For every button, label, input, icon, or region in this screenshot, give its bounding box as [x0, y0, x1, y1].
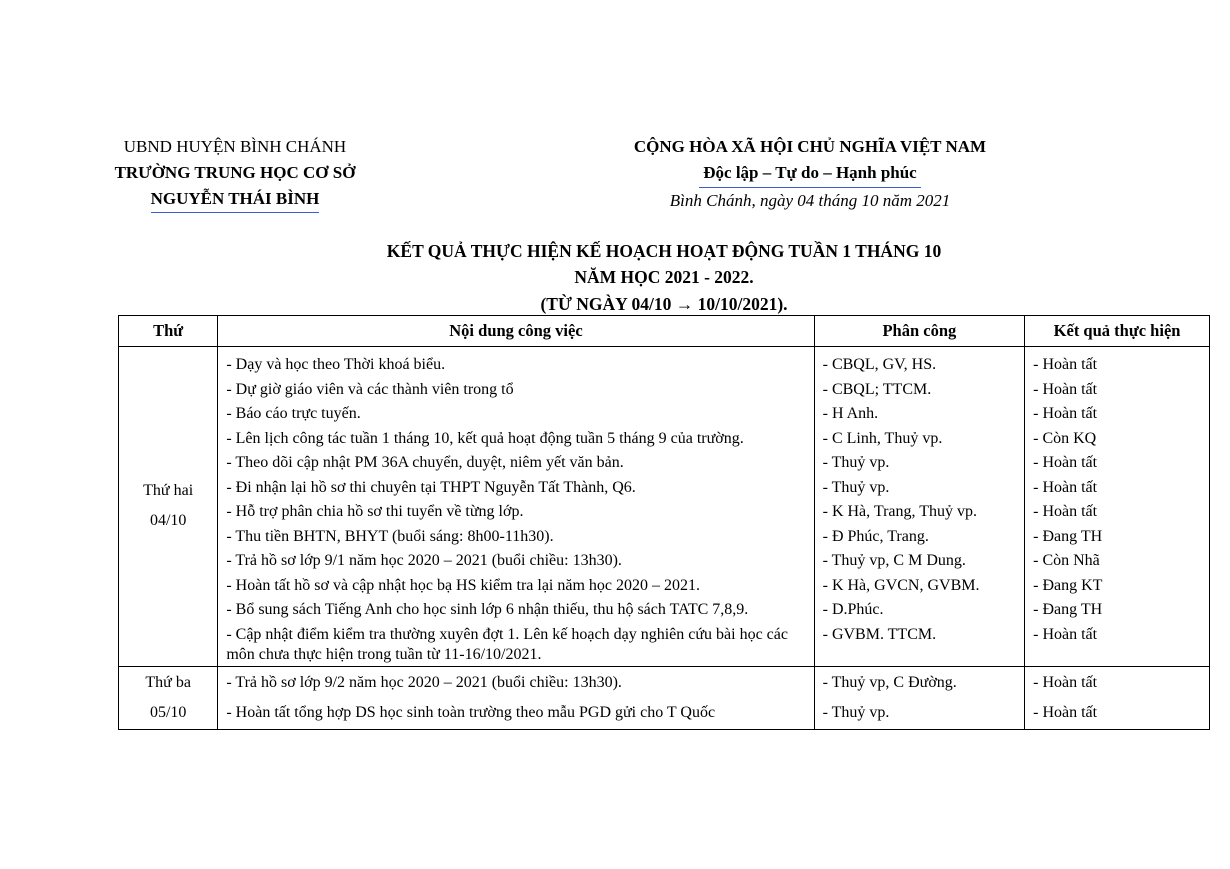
task-item: - Đi nhận lại hồ sơ thi chuyên tại THPT Nguyễn Tất Thành, Q6.: [226, 478, 636, 496]
school-name-underline: [151, 212, 319, 213]
assignee-item: - Thuỷ vp.: [822, 478, 890, 496]
result-item: - Còn KQ: [1033, 429, 1097, 447]
column-header-result: Kết quả thực hiện: [1025, 316, 1210, 347]
result-item: - Hoàn tất: [1033, 673, 1098, 691]
task-item: - Hoàn tất tổng hợp DS học sinh toàn trường theo mẫu PGD gửi cho T Quốc: [226, 703, 716, 721]
task-item: - Lên lịch công tác tuần 1 tháng 10, kết quả hoạt động tuần 5 tháng 9 của trường.: [226, 429, 744, 447]
result-item: - Hoàn tất: [1033, 380, 1098, 398]
task-item: - Dạy và học theo Thời khoá biểu.: [226, 356, 446, 373]
day-name: Thứ hai: [143, 482, 194, 500]
result-item: - Hoàn tất: [1033, 703, 1098, 721]
district-name: UBND HUYỆN BÌNH CHÁNH: [123, 137, 347, 156]
task-item: - Trả hồ sơ lớp 9/1 năm học 2020 – 2021 (buổi chiều: 13h30).: [226, 552, 622, 569]
school-name: NGUYỄN THÁI BÌNH: [150, 189, 320, 208]
report-title: KẾT QUẢ THỰC HIỆN KẾ HOẠCH HOẠT ĐỘNG TUẦN 1 THÁNG 10: [386, 241, 942, 261]
activity-table: [118, 315, 1210, 730]
school-header: [90, 134, 380, 213]
assignee-item: - Thuỷ vp, C M Dung.: [822, 552, 966, 569]
tasks-cell: [218, 347, 814, 667]
day-cell: [119, 347, 218, 667]
result-item: - Hoàn tất: [1033, 405, 1098, 422]
assignee-item: - H Anh.: [822, 405, 879, 422]
national-title: CỘNG HÒA XÃ HỘI CHỦ NGHĨA VIỆT NAM: [633, 137, 987, 156]
day-name: Thứ ba: [145, 673, 191, 691]
result-item: - Đang TH: [1033, 527, 1103, 545]
result-item: - Hoàn tất: [1033, 503, 1098, 520]
national-header: [580, 134, 1040, 214]
column-header-tasks: Nội dung công việc: [218, 316, 814, 347]
task-item: - Hoàn tất hồ sơ và cập nhật học bạ HS kiểm tra lại năm học 2020 – 2021.: [226, 576, 701, 594]
assignee-item: - K Hà, GVCN, GVBM.: [822, 576, 980, 594]
school-type: TRƯỜNG TRUNG HỌC CƠ SỞ: [114, 163, 356, 182]
assignee-item: - CBQL, GV, HS.: [822, 356, 937, 373]
result-item: - Còn Nhã: [1033, 552, 1100, 569]
task-item: - Cập nhật điểm kiểm tra thường xuyên đợt 1. Lên kế hoạch dạy nghiên cứu bài học các môn chưa thực hiện trong tuần từ 11-16/10/2021.: [226, 625, 788, 663]
column-header-assignee: Phân công: [814, 316, 1025, 347]
school-year: NĂM HỌC 2021 - 2022.: [574, 267, 754, 287]
table-row: [119, 347, 1210, 667]
date-range: (TỪ NGÀY 04/10 → 10/10/2021).: [540, 294, 788, 314]
result-item: - Hoàn tất: [1033, 356, 1098, 373]
assignee-item: - CBQL; TTCM.: [822, 380, 932, 398]
assignee-item: - Đ Phúc, Trang.: [822, 527, 929, 545]
result-item: - Hoàn tất: [1033, 625, 1098, 643]
day-date: 05/10: [149, 703, 187, 721]
table-header-row: [119, 316, 1210, 347]
assignee-item: - K Hà, Trang, Thuỷ vp.: [822, 503, 977, 520]
result-item: - Hoàn tất: [1033, 454, 1098, 471]
table-row: [119, 666, 1210, 729]
assignee-item: - Thuỷ vp.: [822, 454, 890, 471]
assignee-item: - GVBM. TTCM.: [822, 625, 937, 643]
result-cell: [1025, 666, 1210, 729]
result-item: - Hoàn tất: [1033, 478, 1098, 496]
task-item: - Báo cáo trực tuyến.: [226, 405, 361, 422]
task-item: - Dự giờ giáo viên và các thành viên trong tổ: [226, 380, 514, 398]
assignee-item: - C Linh, Thuỷ vp.: [822, 429, 943, 447]
day-cell: [119, 666, 218, 729]
assignee-item: - D.Phúc.: [822, 601, 884, 618]
result-item: - Đang TH: [1033, 601, 1103, 618]
document-date: Bình Chánh, ngày 04 tháng 10 năm 2021: [669, 191, 951, 210]
assignee-cell: [814, 347, 1025, 667]
day-date: 04/10: [149, 512, 187, 530]
task-item: - Trả hồ sơ lớp 9/2 năm học 2020 – 2021 (buổi chiều: 13h30).: [226, 673, 622, 691]
task-item: - Thu tiền BHTN, BHYT (buổi sáng: 8h00-11h30).: [226, 527, 554, 545]
assignee-item: - Thuỷ vp, C Đường.: [822, 673, 957, 691]
result-cell: [1025, 347, 1210, 667]
task-item: - Bổ sung sách Tiếng Anh cho học sinh lớp 6 nhận thiếu, thu hộ sách TATC 7,8,9.: [226, 601, 749, 618]
task-item: - Theo dõi cập nhật PM 36A chuyển, duyệt, niêm yết văn bản.: [226, 454, 624, 471]
column-header-day: Thứ: [119, 316, 218, 347]
national-motto: Độc lập – Tự do – Hạnh phúc: [703, 163, 917, 182]
tasks-cell: [218, 666, 814, 729]
assignee-cell: [814, 666, 1025, 729]
assignee-item: - Thuỷ vp.: [822, 703, 890, 721]
task-item: - Hỗ trợ phân chia hồ sơ thi tuyển về từng lớp.: [226, 503, 524, 520]
result-item: - Đang KT: [1033, 576, 1103, 594]
